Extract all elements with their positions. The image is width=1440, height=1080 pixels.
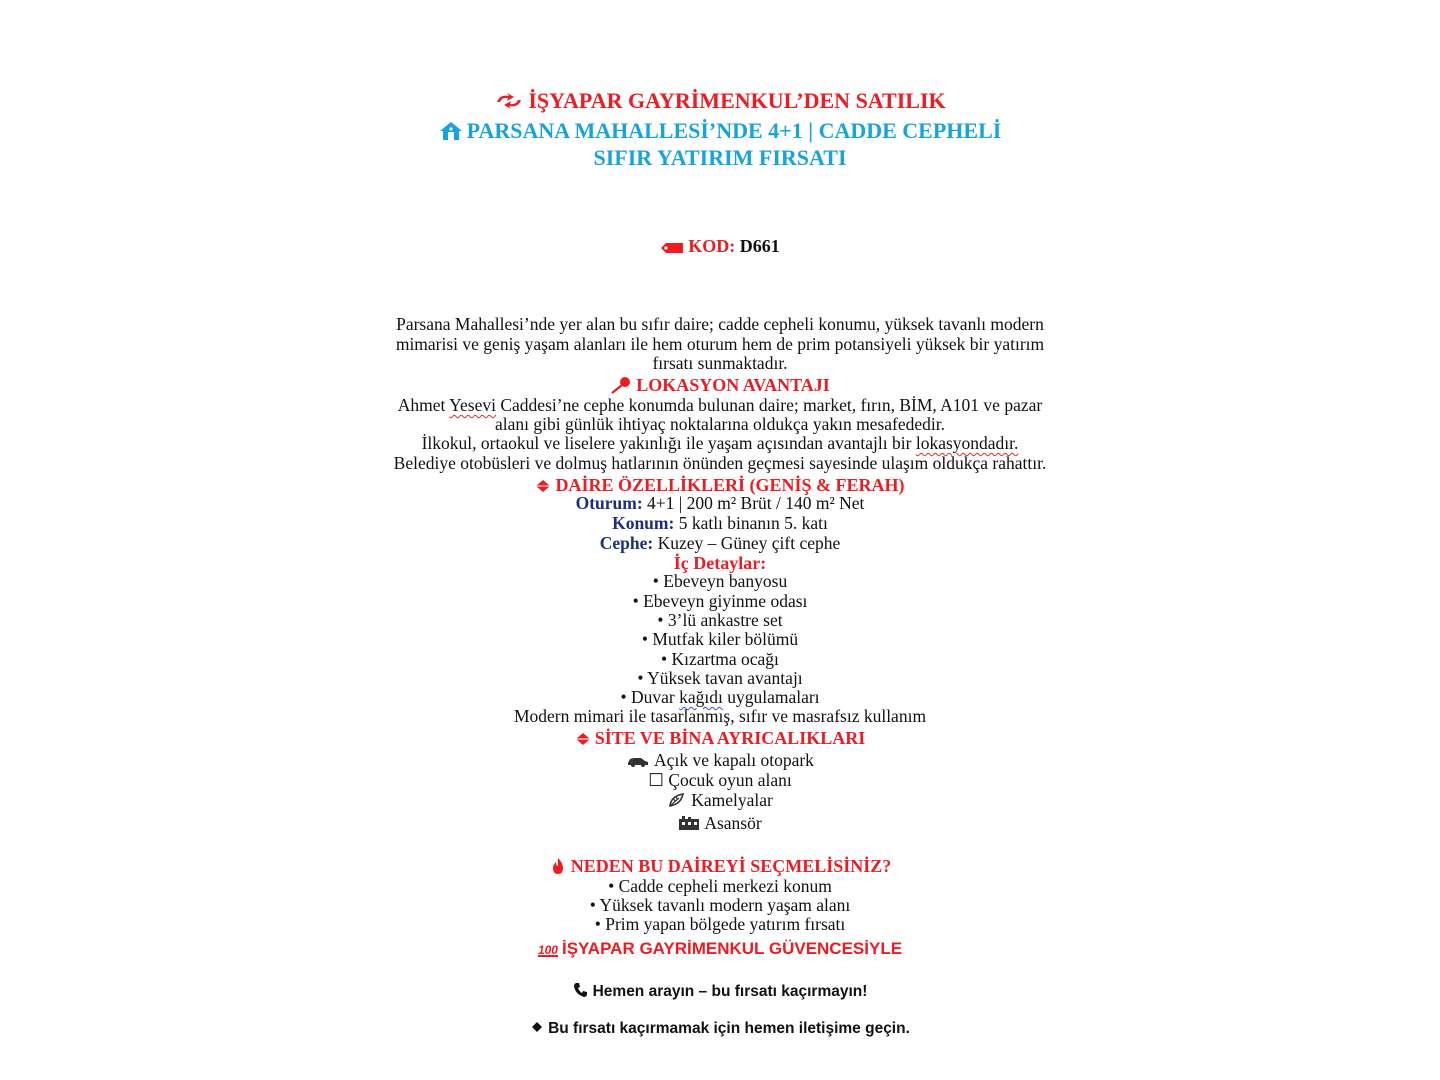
header-subtitle: PARSANA MAHALLESİ’NDE 4+1 | CADDE CEPHELİ — [466, 118, 1002, 143]
site-item-text: Çocuk oyun alanı — [668, 770, 792, 790]
intro-line-2: mimarisi ve geniş yaşam alanları ile hem oturum hem de prim potansiyeli yüksek bir yatırım — [395, 334, 1045, 354]
recycle-arrows-icon — [494, 92, 524, 114]
header-line-2 — [0, 120, 1440, 145]
header-title: İŞYAPAR GAYRİMENKUL’DEN SATILIK — [528, 88, 946, 113]
header-line-1 — [0, 90, 1440, 114]
guarantee-text: İŞYAPAR GAYRİMENKUL GÜVENCESİYLE — [561, 939, 903, 958]
code-value: D661 — [739, 236, 780, 256]
location-line-4: Belediye otobüsleri ve dolmuş hatlarının önünden geçmesi sayesinde ulaşım oldukça rahattır. — [393, 453, 1047, 473]
diamond-bullet-icon — [530, 1021, 544, 1037]
spellcheck-word: Yesevi — [449, 395, 496, 415]
site-item-text: Açık ve kapalı otopark — [654, 750, 814, 770]
feature-row-konum — [0, 515, 1440, 533]
why-item: • Prim yapan bölgede yatırım fırsatı — [594, 914, 846, 934]
location-line-2: alanı gibi günlük ihtiyaç noktalarına oldukça yakın mesafededir. — [494, 414, 945, 434]
feature-label: Konum: — [612, 513, 675, 533]
diamond-icon — [575, 731, 591, 749]
hundred-points-icon: 100 — [537, 942, 558, 957]
interior-item: • Kızartma ocağı — [661, 649, 779, 669]
listing-code — [0, 237, 1440, 257]
site-item-gazebos — [0, 792, 1440, 812]
intro-line-1: Parsana Mahallesi’nde yer alan bu sıfır daire; cadde cepheli konumu, yüksek tavanlı modern — [396, 314, 1044, 334]
spellcheck-word: kağıdı — [679, 687, 723, 707]
site-item-text: Asansör — [704, 813, 762, 833]
feature-row-cephe — [0, 535, 1440, 553]
why-item: • Cadde cepheli merkezi konum — [608, 876, 832, 896]
elevator-icon — [678, 815, 700, 835]
location-line-3 — [0, 435, 1440, 453]
fire-icon — [549, 857, 567, 878]
code-label: KOD: — [688, 236, 736, 256]
guarantee-line — [0, 940, 1440, 957]
feature-value: 5 katlı binanın 5. katı — [674, 513, 828, 533]
tag-icon — [660, 239, 684, 257]
interior-item: • Yüksek tavan avantajı — [637, 668, 803, 688]
location-text: Ahmet — [397, 395, 450, 415]
site-item-elevator — [0, 815, 1440, 835]
contact-text: Bu fırsatı kaçırmamak için hemen iletişime geçin. — [548, 1020, 910, 1037]
feature-label: Oturum: — [575, 493, 643, 513]
features-heading-text: DAİRE ÖZELLİKLERİ (GENİŞ & FERAH) — [555, 475, 905, 495]
phone-icon — [573, 982, 589, 1002]
header-line-3: SIFIR YATIRIM FIRSATI — [593, 145, 847, 170]
interior-heading: İç Detaylar: — [673, 553, 767, 573]
feature-value: 4+1 | 200 m² Brüt / 140 m² Net — [642, 493, 865, 513]
location-text: Caddesi’ne cephe konumda bulunan daire; market, fırın, BİM, A101 ve pazar — [495, 395, 1043, 415]
interior-item-wallpaper — [0, 689, 1440, 707]
interior-item: • Mutfak kiler bölümü — [641, 629, 799, 649]
interior-item: • 3’lü ankastre set — [657, 610, 783, 630]
feature-row-oturum — [0, 495, 1440, 513]
missing-glyph-box: ☐ — [648, 771, 664, 791]
call-text: Hemen arayın – bu fırsatı kaçırmayın! — [592, 982, 868, 1000]
feature-label: Cephe: — [599, 533, 654, 553]
diamond-icon — [535, 478, 551, 496]
site-heading-text: SİTE VE BİNA AYRICALIKLARI — [594, 728, 866, 748]
house-icon — [439, 121, 463, 145]
location-text: İlkokul, ortaokul ve liselere yakınlığı ile yaşam açısından avantajlı bir — [421, 433, 916, 453]
interior-text: • Duvar — [620, 687, 680, 707]
interior-item: • Ebeveyn banyosu — [652, 571, 788, 591]
location-line-1 — [0, 397, 1440, 415]
site-heading — [0, 729, 1440, 749]
leaf-icon — [667, 792, 687, 812]
car-icon — [626, 753, 650, 771]
feature-value: Kuzey – Güney çift cephe — [653, 533, 841, 553]
features-closing: Modern mimari ile tasarlanmış, sıfır ve masrafsız kullanım — [513, 706, 927, 726]
contact-line — [0, 1021, 1440, 1037]
why-item: • Yüksek tavanlı modern yaşam alanı — [589, 895, 851, 915]
call-line — [0, 982, 1440, 1002]
why-heading-text: NEDEN BU DAİREYİ SEÇMELİSİNİZ? — [570, 856, 892, 876]
interior-text: uygulamaları — [722, 687, 820, 707]
site-item-parking — [0, 752, 1440, 771]
site-item-text: Kamelyalar — [691, 790, 773, 810]
location-heading-text: LOKASYON AVANTAJI — [636, 375, 830, 395]
interior-item: • Ebeveyn giyinme odası — [632, 591, 808, 611]
intro-line-3: fırsatı sunmaktadır. — [652, 353, 788, 373]
spellcheck-word: lokasyondadır. — [915, 433, 1019, 453]
site-item-playground — [0, 772, 1440, 791]
